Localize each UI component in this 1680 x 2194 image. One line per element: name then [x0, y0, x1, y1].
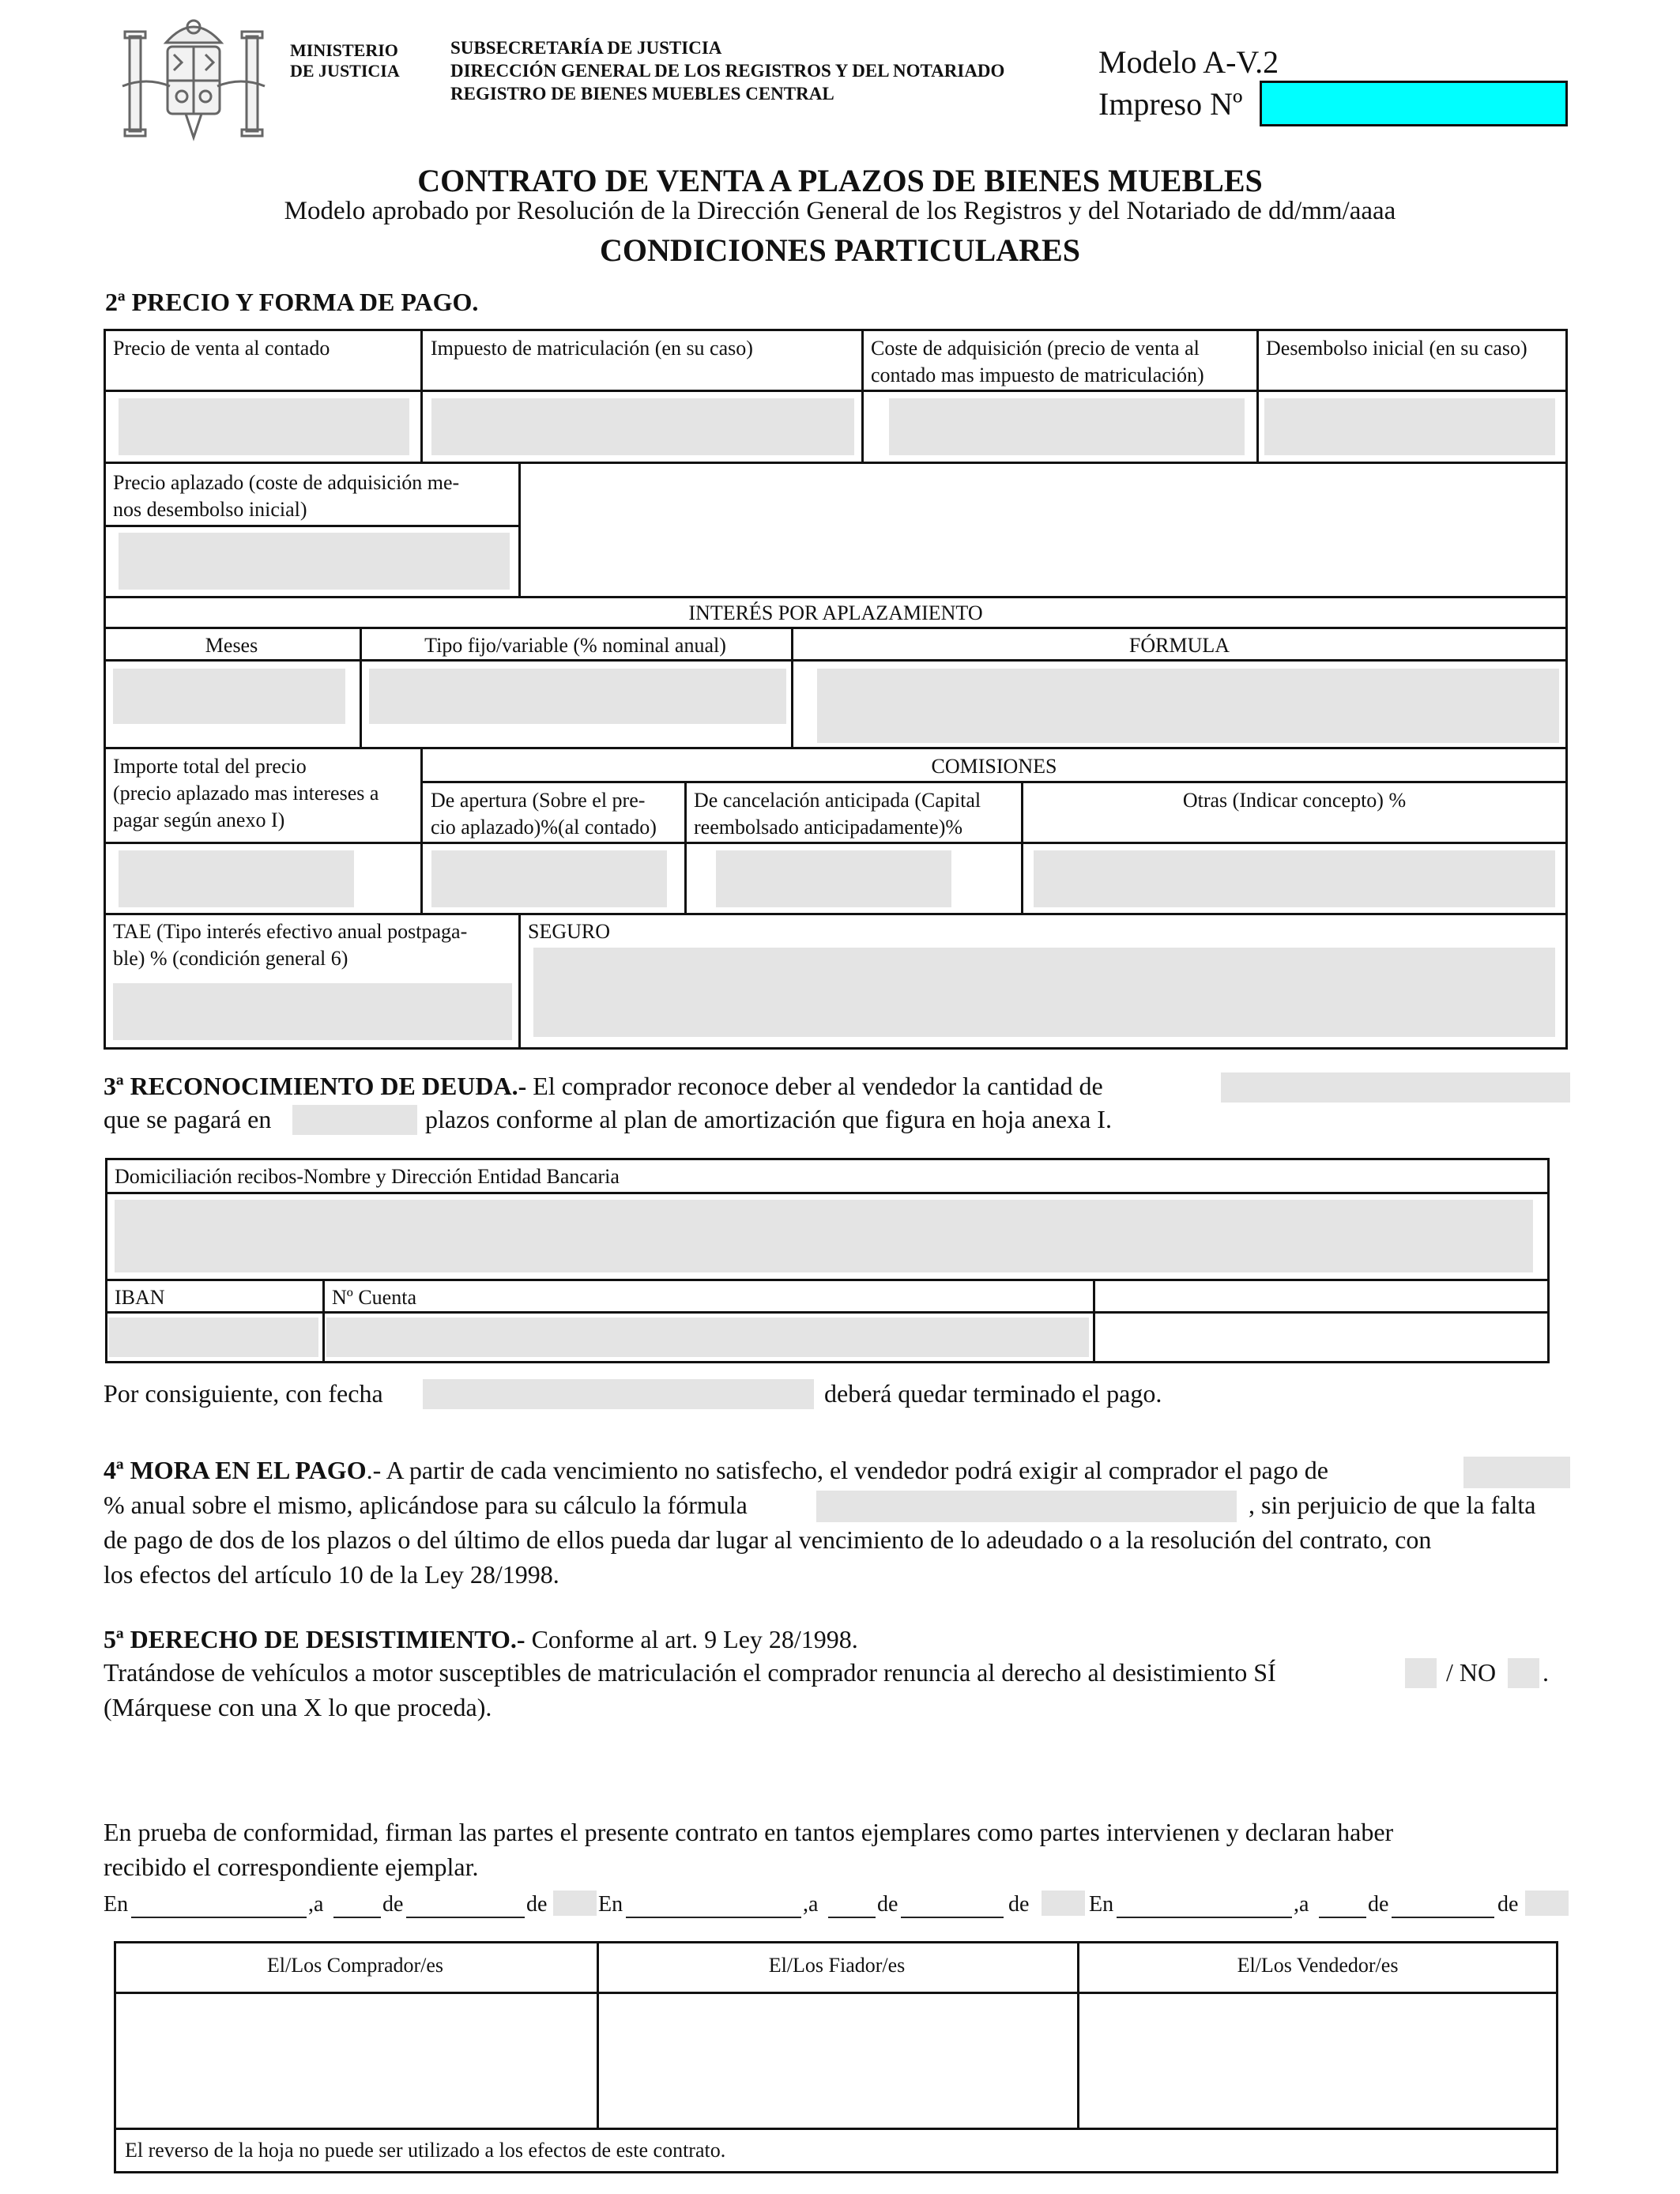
cancelacion-label-l1: De cancelación anticipada (Capital [694, 789, 981, 812]
apertura-label-l2: cio aplazado)%(al contado) [431, 816, 657, 839]
importe-total-field[interactable] [119, 850, 354, 907]
closing-text-l2: recibido el correspondiente ejemplar. [104, 1853, 479, 1881]
desistimiento-si-checkbox[interactable] [1405, 1658, 1437, 1688]
section-5-text1: Conforme al art. 9 Ley 28/1998. [525, 1625, 858, 1653]
desistimiento-no-checkbox[interactable] [1508, 1658, 1539, 1688]
date3-a: ,a [1294, 1892, 1309, 1917]
impuesto-field[interactable] [431, 398, 854, 455]
date3-de2: de [1497, 1892, 1519, 1917]
subtitle: Modelo aprobado por Resolución de la Dirección General de los Registros y del Notariado de dd/mm/aaaa [284, 197, 1396, 225]
section-5-heading: 5ª DERECHO DE DESISTIMIENTO.- [104, 1625, 525, 1653]
mora-formula-field[interactable] [816, 1491, 1237, 1522]
tipo-label: Tipo fijo/variable (% nominal anual) [424, 634, 726, 657]
date1-a: ,a [308, 1892, 324, 1917]
section-5-text2c: . [1543, 1658, 1549, 1687]
ministerio-line1: MINISTERIO [290, 40, 398, 60]
date1-de1: de [382, 1892, 404, 1917]
date3-year-field[interactable] [1525, 1891, 1569, 1916]
precio-contado-field[interactable] [119, 398, 409, 455]
date1-place-field[interactable] [131, 1917, 307, 1918]
cancelacion-field[interactable] [716, 850, 951, 907]
org-line1: SUBSECRETARÍA DE JUSTICIA [450, 38, 722, 58]
tipo-field[interactable] [369, 669, 786, 724]
desembolso-field[interactable] [1264, 398, 1555, 455]
cancelacion-label-l2: reembolsado anticipadamente)% [694, 816, 963, 839]
section-3-text2a: que se pagará en [104, 1105, 272, 1133]
domiciliacion-label: Domiciliación recibos-Nombre y Dirección Entidad Bancaria [115, 1165, 620, 1188]
formula-label: FÓRMULA [1128, 634, 1230, 657]
date2-a: ,a [803, 1892, 819, 1917]
precio-aplazado-field[interactable] [119, 533, 510, 590]
fecha-text-a: Por consiguiente, con fecha [104, 1379, 383, 1408]
date2-de2: de [1008, 1892, 1030, 1917]
org-line3: REGISTRO DE BIENES MUEBLES CENTRAL [450, 84, 834, 104]
precio-contado-label: Precio de venta al contado [113, 337, 330, 360]
compradores-signature-area[interactable] [119, 1996, 593, 2123]
date2-month-field[interactable] [901, 1917, 1004, 1918]
reverso-note: El reverso de la hoja no puede ser utilizado a los efectos de este contrato. [125, 2139, 726, 2162]
apertura-field[interactable] [431, 850, 667, 907]
otras-field[interactable] [1034, 850, 1555, 907]
plazos-count-field[interactable] [292, 1105, 417, 1135]
date2-day-field[interactable] [828, 1917, 876, 1918]
date1-day-field[interactable] [333, 1917, 381, 1918]
apertura-label-l1: De apertura (Sobre el pre- [431, 789, 646, 812]
formula-field[interactable] [817, 669, 1559, 743]
date2-en: En [598, 1892, 623, 1917]
section-4-text3: de pago de dos de los plazos o del último de ellos pueda dar lugar al vencimiento de lo adeudado o a la resolución del contrato, con [104, 1525, 1432, 1554]
domiciliacion-field[interactable] [115, 1200, 1533, 1272]
tae-field[interactable] [113, 983, 512, 1040]
seguro-field[interactable] [533, 948, 1555, 1037]
section-3-text1: El comprador reconoce deber al vendedor la cantidad de [526, 1072, 1103, 1100]
importe-label-l1: Importe total del precio [113, 755, 307, 778]
date2-year-field[interactable] [1042, 1891, 1085, 1916]
coste-label-l2: contado mas impuesto de matriculación) [871, 364, 1204, 386]
date1-month-field[interactable] [406, 1917, 525, 1918]
modelo-label: Modelo A-V.2 [1098, 44, 1279, 80]
org-line2: DIRECCIÓN GENERAL DE LOS REGISTROS Y DEL NOTARIADO [450, 61, 1005, 81]
iban-label: IBAN [115, 1286, 165, 1309]
ministerio-line2: DE JUSTICIA [290, 61, 400, 81]
section-4-heading: 4ª MORA EN EL PAGO [104, 1456, 367, 1484]
section-title: CONDICIONES PARTICULARES [600, 232, 1080, 268]
vendedores-signature-area[interactable] [1082, 1996, 1554, 2123]
meses-field[interactable] [113, 669, 345, 724]
importe-label-l3: pagar según anexo I) [113, 809, 285, 831]
fecha-text-b: deberá quedar terminado el pago. [824, 1379, 1162, 1408]
otras-label: Otras (Indicar concepto) % [1182, 789, 1407, 812]
main-title: CONTRATO DE VENTA A PLAZOS DE BIENES MUEBLES [417, 163, 1263, 198]
section-3-heading: 3ª RECONOCIMIENTO DE DEUDA.- [104, 1072, 527, 1100]
comisiones-label: COMISIONES [931, 755, 1057, 778]
impreso-label: Impreso Nº [1098, 86, 1243, 122]
cuenta-label: Nº Cuenta [332, 1286, 416, 1309]
section-4-text2b: , sin perjuicio de que la falta [1249, 1491, 1536, 1519]
date1-year-field[interactable] [553, 1891, 597, 1916]
section-5-line1 [104, 1622, 858, 1657]
date3-de1: de [1368, 1892, 1389, 1917]
date3-day-field[interactable] [1319, 1917, 1366, 1918]
section-3-line1 [104, 1069, 1103, 1103]
date3-month-field[interactable] [1392, 1917, 1494, 1918]
date2-de1: de [877, 1892, 898, 1917]
desembolso-label: Desembolso inicial (en su caso) [1266, 337, 1527, 360]
interes-title: INTERÉS POR APLAZAMIENTO [688, 601, 983, 624]
seguro-label: SEGURO [528, 920, 611, 943]
date2-place-field[interactable] [626, 1917, 801, 1918]
section-4-text1: .- A partir de cada vencimiento no satisfecho, el vendedor podrá exigir al comprador el pago de [366, 1456, 1328, 1484]
fiadores-label: El/Los Fiador/es [768, 1954, 906, 1977]
section-2-heading: 2ª PRECIO Y FORMA DE PAGO. [105, 288, 479, 316]
date3-place-field[interactable] [1117, 1917, 1292, 1918]
cuenta-field[interactable] [326, 1318, 1089, 1357]
impreso-number-field[interactable] [1260, 81, 1568, 126]
section-4-line1 [104, 1453, 1328, 1487]
closing-text-l1: En prueba de conformidad, firman las partes el presente contrato en tantos ejemplares como partes intervienen y declaran haber [104, 1818, 1394, 1846]
tae-label-l2: ble) % (condición general 6) [113, 947, 348, 970]
iban-field[interactable] [109, 1318, 318, 1357]
date1-de2: de [526, 1892, 548, 1917]
aplazado-label-l2: nos desembolso inicial) [113, 498, 307, 521]
compradores-label: El/Los Comprador/es [266, 1954, 444, 1977]
fiadores-signature-area[interactable] [601, 1996, 1072, 2123]
fecha-terminacion-field[interactable] [423, 1379, 814, 1409]
section-4-text4: los efectos del artículo 10 de la Ley 28/1998. [104, 1560, 559, 1589]
meses-label: Meses [205, 634, 258, 657]
date1-en: En [104, 1892, 129, 1917]
section-4-text2a: % anual sobre el mismo, aplicándose para su cálculo la fórmula [104, 1491, 748, 1519]
coste-field[interactable] [889, 398, 1245, 455]
section-5-text2a: Tratándose de vehículos a motor susceptibles de matriculación el comprador renuncia al derecho al desistimiento SÍ [104, 1658, 1276, 1687]
impuesto-label: Impuesto de matriculación (en su caso) [431, 337, 753, 360]
section-3-text2b: plazos conforme al plan de amortización que figura en hoja anexa I. [425, 1105, 1112, 1133]
date3-en: En [1089, 1892, 1114, 1917]
tae-label-l1: TAE (Tipo interés efectivo anual postpaga- [113, 920, 468, 943]
importe-label-l2: (precio aplazado mas intereses a [113, 782, 379, 805]
section-5-text3: (Márquese con una X lo que proceda). [104, 1693, 492, 1721]
deuda-cantidad-field[interactable] [1221, 1072, 1570, 1103]
coste-label-l1: Coste de adquisición (precio de venta al [871, 337, 1200, 360]
vendedores-label: El/Los Vendedor/es [1237, 1954, 1399, 1977]
mora-porcentaje-field[interactable] [1463, 1457, 1570, 1488]
section-5-text2b: / NO [1446, 1658, 1497, 1687]
aplazado-label-l1: Precio aplazado (coste de adquisición me- [113, 471, 460, 494]
coat-of-arms-icon [119, 11, 269, 149]
